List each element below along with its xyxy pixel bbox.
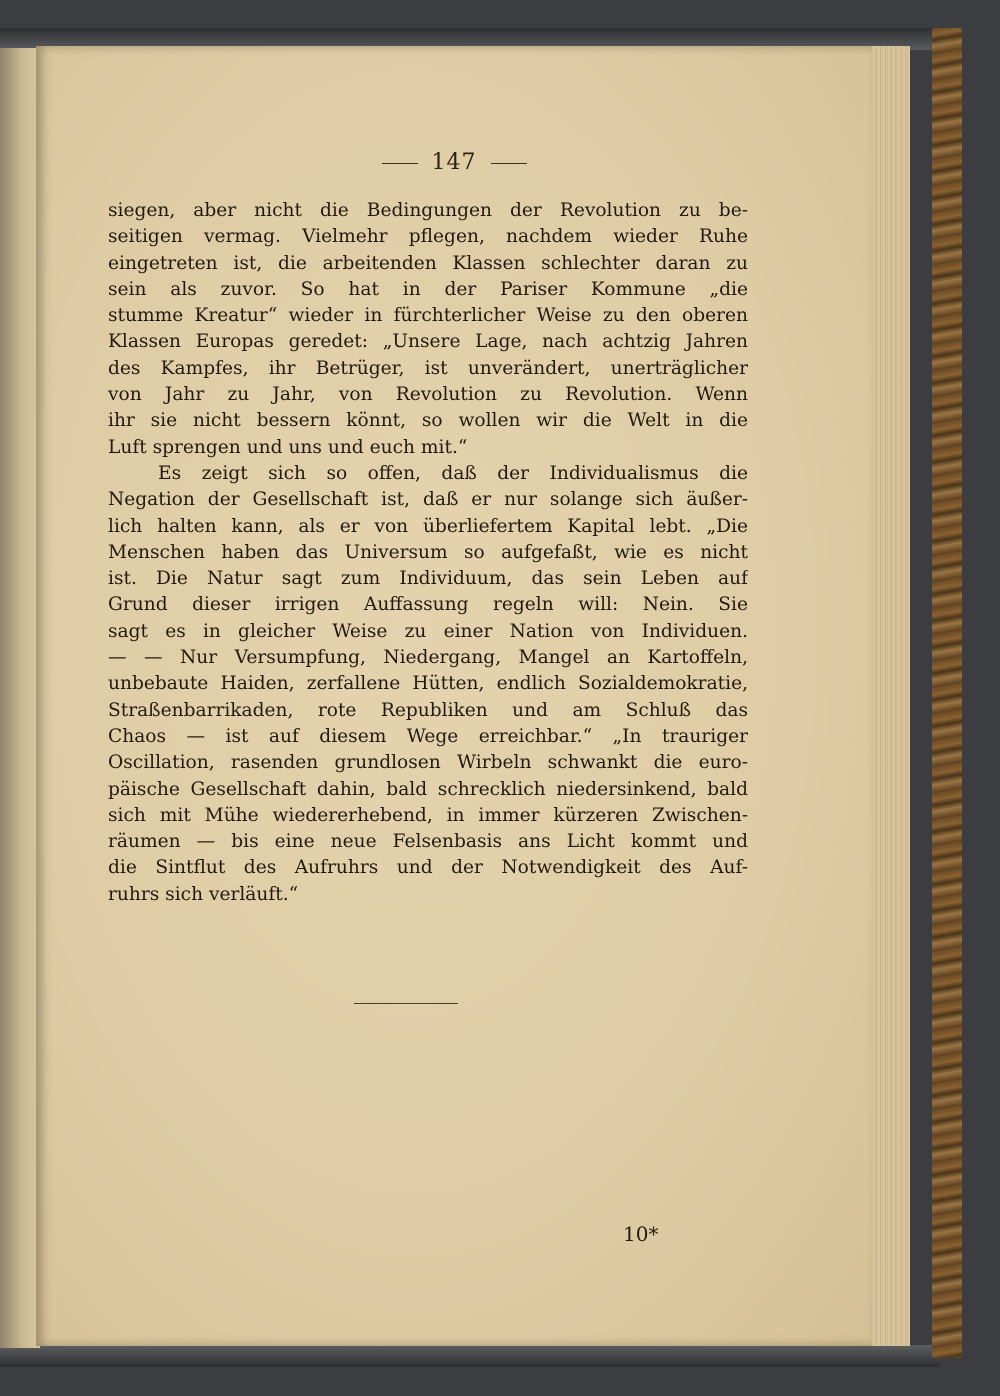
text-line: seitigen vermag. Vielmehr pflegen, nachdem wieder Ruhe (108, 226, 748, 248)
text-line: ihr sie nicht bessern könnt, so wollen wir die Welt in die (108, 410, 748, 432)
text-line: päische Gesellschaft dahin, bald schrecklich niedersinkend, bald (108, 778, 748, 800)
text-line: lich halten kann, als er von überliefertem Kapital lebt. „Die (108, 515, 748, 537)
header-dash-left (382, 163, 418, 164)
text-line: Grund dieser irrigen Auffassung regeln will: Nein. Sie (108, 594, 748, 616)
text-line: ist. Die Natur sagt zum Individuum, das sein Leben auf (108, 568, 748, 590)
text-line: sein als zuvor. So hat in der Pariser Kommune „die (108, 278, 748, 300)
header-dash-right (491, 163, 527, 164)
marbled-cover-edge (932, 28, 962, 1358)
facing-page-edge (0, 48, 40, 1348)
text-line: ruhrs sich verläuft.“ (108, 883, 299, 905)
text-line: Es zeigt sich so offen, daß der Individualismus die (158, 462, 748, 484)
text-line: stumme Kreatur“ wieder in fürchterlicher Weise zu den oberen (108, 305, 748, 327)
text-line: eingetreten ist, die arbeitenden Klassen schlechter daran zu (108, 252, 748, 274)
page-number: 147 (431, 150, 477, 175)
text-line: Menschen haben das Universum so aufgefaßt, wie es nicht (108, 541, 748, 563)
page-stack-edge (866, 46, 910, 1346)
text-line: Negation der Gesellschaft ist, daß er nur solange sich äußer- (108, 489, 748, 511)
text-line: Oscillation, rasenden grundlosen Wirbeln schwankt die euro- (108, 752, 748, 774)
text-line: Klassen Europas geredet: „Unsere Lage, nach achtzig Jahren (108, 331, 748, 353)
page-header (36, 150, 872, 175)
text-line: räumen — bis eine neue Felsenbasis ans Licht kommt und (108, 831, 748, 853)
text-line: — — Nur Versumpfung, Niedergang, Mangel an Kartoffeln, (108, 647, 748, 669)
text-line: unbebaute Haiden, zerfallene Hütten, endlich Sozialdemokratie, (108, 673, 748, 695)
book-page (36, 46, 872, 1346)
body-text (108, 198, 748, 908)
text-line: des Kampfes, ihr Betrüger, ist unverändert, unerträglicher (108, 357, 748, 379)
text-line: die Sintflut des Aufruhrs und der Notwendigkeit des Auf- (108, 857, 748, 879)
paragraph (108, 198, 748, 461)
text-line: von Jahr zu Jahr, von Revolution zu Revolution. Wenn (108, 384, 748, 406)
text-line: sich mit Mühe wiedererhebend, in immer kürzeren Zwischen- (108, 804, 748, 826)
paragraph (108, 461, 748, 908)
text-line: siegen, aber nicht die Bedingungen der Revolution zu be- (108, 200, 748, 221)
signature-mark: 10* (623, 1222, 659, 1246)
text-line: sagt es in gleicher Weise zu einer Nation von Individuen. (108, 620, 748, 642)
text-line: Luft sprengen und uns und euch mit.“ (108, 436, 468, 458)
book-cover-bottom (0, 1345, 940, 1367)
text-line: Straßenbarrikaden, rote Republiken und am Schluß das (108, 699, 748, 721)
section-end-rule (354, 1003, 458, 1004)
text-line: Chaos — ist auf diesem Wege erreichbar.“ „In trauriger (108, 725, 748, 747)
